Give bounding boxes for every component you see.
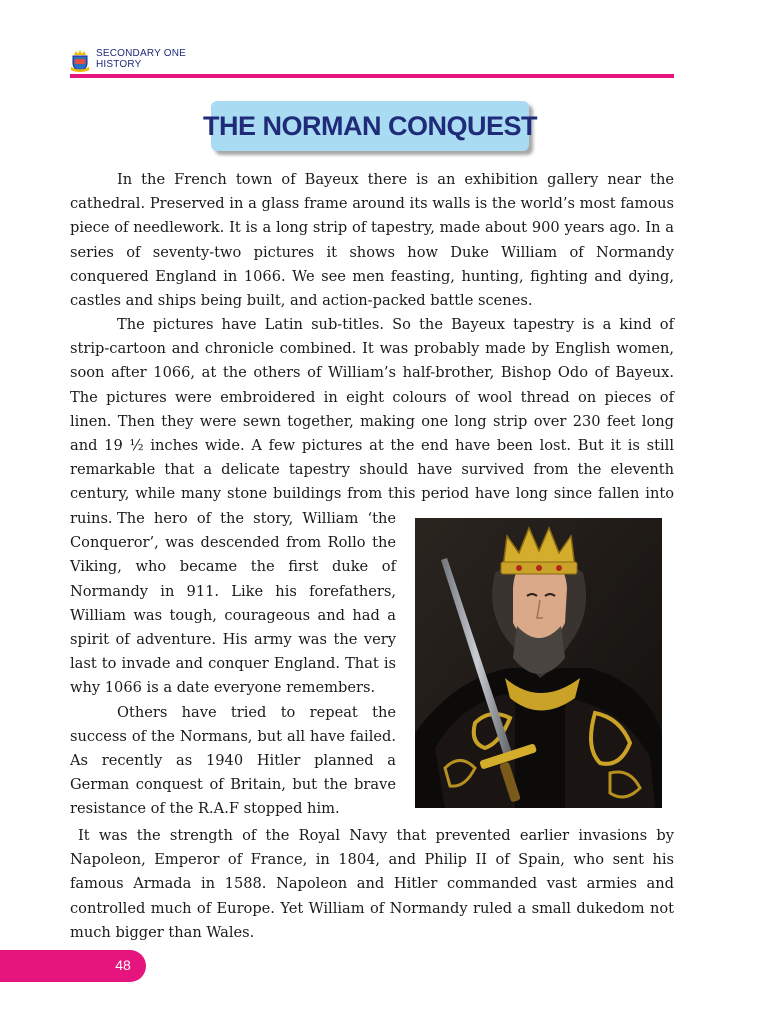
header-rule — [70, 74, 674, 78]
title-box — [203, 101, 537, 151]
paragraph-1: In the French town of Bayeux there is an exhibition gallery near the cathedral. Preserved in a glass frame around its walls is the world’s most famous piece of needlework. It is a long strip of tapestry, made about 900 years ago. In a series of seventy-two pictures it shows how Duke William of Normandy conquered England in 1066. We see men feasting, hunting, fighting and dying, castles and ships being built, and action-packed battle scenes. — [70, 171, 674, 310]
page-header — [70, 46, 674, 80]
paragraph-2: The pictures have Latin sub-titles. So the Bayeux tapestry is a kind of strip-cartoon and chronicle combined. It was probably made by English women, soon after 1066, at the others of William’s half-brother, Bishop Odo of Bayeux. The pictures were embroidered in eight colours of wool thread on pieces of linen. Then they were sewn together, making one long strip over 230 feet long and 19 ½ inches wide. A few pictures at the end have been lost. But it is still remarkable that a delicate tapestry should have survived from the eleventh century, while many stone buildings from this period have long since fallen into ruins. — [70, 316, 674, 527]
header-line-2: HISTORY — [96, 59, 142, 70]
paragraph-4: Others have tried to repeat the success of the Normans, but all have failed. As recently as 1940 Hitler planned a German conquest of Britain, but the brave resistance of the R.A.F stopped him. — [70, 703, 396, 818]
page-title: THE NORMAN CONQUEST — [203, 110, 537, 141]
portrait-image — [415, 518, 662, 808]
header-title — [96, 48, 186, 70]
paragraph-3: The hero of the story, William ‘the Conqueror’, was descended from Rollo the Viking, who became the first duke of Normandy in 911. Like his forefathers, William was tough, courageous and had a spirit of adventure. His army was the very last to invade and conquer England. That is why 1066 is a date everyone remembers. — [70, 510, 396, 697]
school-crest-icon — [70, 48, 90, 72]
left-column-text — [70, 507, 396, 822]
paragraph-5-block — [70, 824, 674, 945]
paragraph-2-block — [70, 313, 674, 531]
paragraph-1-block — [70, 168, 674, 313]
paragraph-5: It was the strength of the Royal Navy that prevented earlier invasions by Napoleon, Emperor of France, in 1804, and Philip II of Spain, who sent his famous Armada in 1588. Napoleon and Hitler commanded vast armies and controlled much of Europe. Yet William of Normandy ruled a small dukedom not much bigger than Wales. — [70, 827, 674, 941]
page-number: 48 — [115, 957, 131, 973]
header-line-1: SECONDARY ONE — [96, 48, 187, 59]
portrait-illustration — [415, 518, 662, 808]
